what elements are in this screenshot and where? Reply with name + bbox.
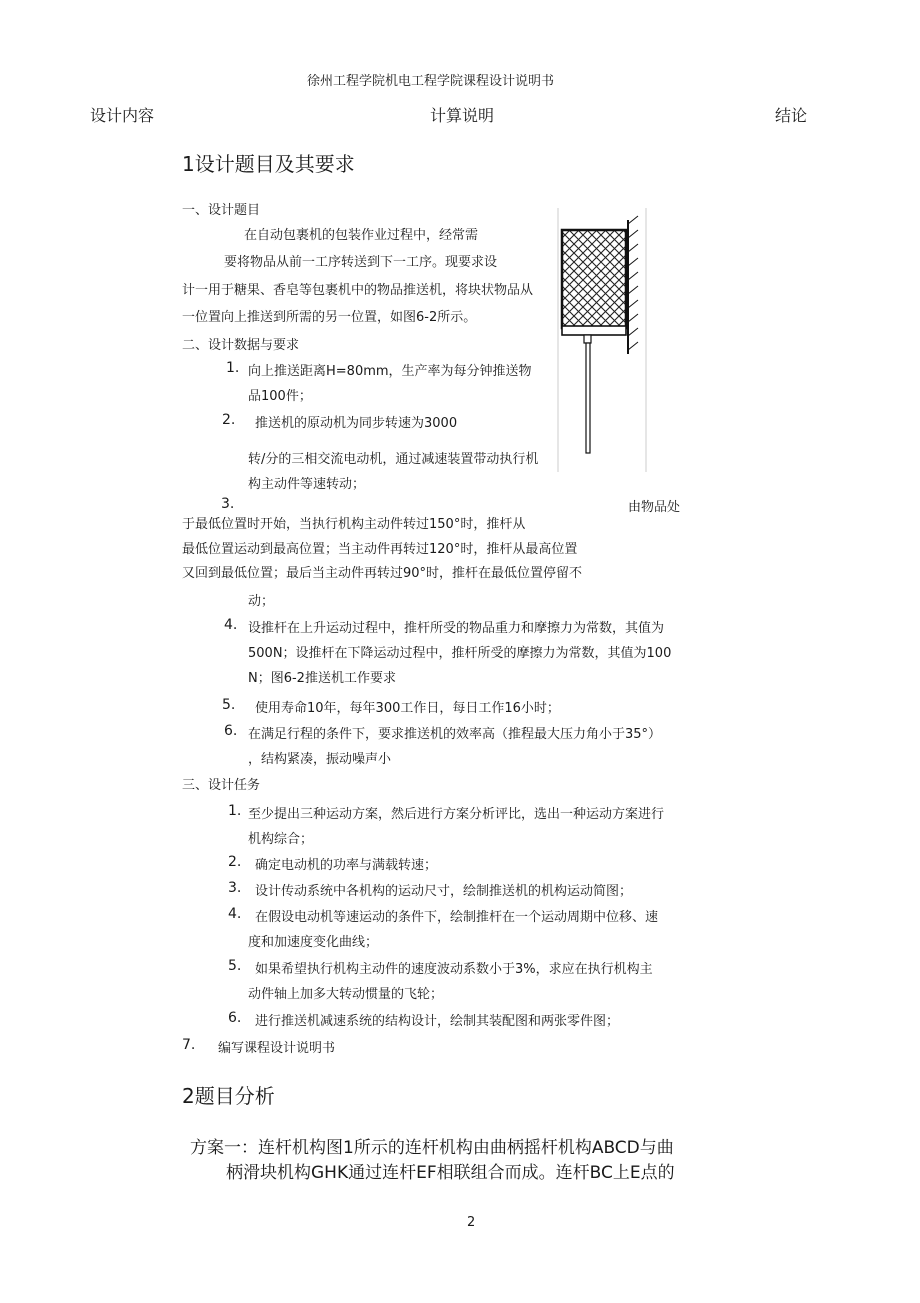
list-number: 7. <box>182 1037 196 1053</box>
scheme-paragraph-line: 方案一：连杆机构图1所示的连杆机构由曲柄摇杆机构ABCD与曲 <box>190 1138 674 1158</box>
task-line: 机构综合； <box>248 832 314 847</box>
requirement-line: ，结构紧凑，振动噪声小 <box>248 752 392 767</box>
page-header-title: 徐州工程学院机电工程学院课程设计说明书 <box>307 74 555 89</box>
task-line: 设计传动系统中各机构的运动尺寸，绘制推送机的机构运动简图； <box>255 884 633 899</box>
task-line: 确定电动机的功率与满载转速； <box>255 858 438 873</box>
requirement-line: 最低位置运动到最高位置；当主动件再转过120°时，推杆从最高位置 <box>182 542 578 557</box>
list-number: 5. <box>228 958 242 974</box>
list-number: 6. <box>224 723 238 739</box>
list-number: 5. <box>222 697 236 713</box>
requirement-line: N；图6-2推送机工作要求 <box>248 671 396 686</box>
requirement-line: 又回到最低位置；最后当主动件再转过90°时，推杆在最低位置停留不 <box>182 566 583 581</box>
task-line: 动件轴上加多大转动惯量的飞轮； <box>248 987 444 1002</box>
list-number: 4. <box>228 906 242 922</box>
requirement-line: 转/分的三相交流电动机，通过减速装置带动执行机 <box>248 452 539 467</box>
requirement-line: 在满足行程的条件下，要求推送机的效率高（推程最大压力角小于35°） <box>248 727 662 742</box>
list-number: 2. <box>228 854 242 870</box>
subheading-design-topic: 一、设计题目 <box>182 203 261 218</box>
list-number: 3. <box>221 496 235 512</box>
scheme-paragraph-line: 柄滑块机构GHK通过连杆EF相联组合而成。连杆BC上E点的 <box>226 1163 675 1183</box>
task-line: 在假设电动机等速运动的条件下，绘制推杆在一个运动周期中位移、速 <box>255 910 659 925</box>
list-number: 4. <box>224 617 238 633</box>
list-number: 6. <box>228 1010 242 1026</box>
list-number: 3. <box>228 880 242 896</box>
paragraph-line: 在自动包裹机的包装作业过程中，经常需 <box>244 228 479 243</box>
column-header-content: 设计内容 <box>90 106 155 125</box>
requirement-line: 推送机的原动机为同步转速为3000 <box>255 416 458 431</box>
section-2-heading: 2题目分析 <box>182 1084 275 1108</box>
requirement-line: 向上推送距离H=80mm，生产率为每分钟推送物 <box>248 364 532 379</box>
requirement-line: 使用寿命10年，每年300工作日，每日工作16小时； <box>255 701 560 716</box>
requirement-line: 由物品处 <box>628 500 681 515</box>
subheading-design-data: 二、设计数据与要求 <box>182 338 300 353</box>
paragraph-line: 要将物品从前一工序转送到下一工序。现要求设 <box>224 255 498 270</box>
column-header-calculation: 计算说明 <box>430 106 495 125</box>
task-line: 至少提出三种运动方案，然后进行方案分析评比，选出一种运动方案进行 <box>248 807 665 822</box>
task-line: 度和加速度变化曲线； <box>248 935 379 950</box>
list-number: 1. <box>226 360 240 376</box>
requirement-line: 品100件； <box>248 389 312 404</box>
task-line: 进行推送机减速系统的结构设计，绘制其装配图和两张零件图； <box>255 1014 620 1029</box>
list-number: 2. <box>222 412 236 428</box>
requirement-line: 设推杆在上升运动过程中，推杆所受的物品重力和摩擦力为常数，其值为 <box>248 621 665 636</box>
list-number: 1. <box>228 803 242 819</box>
page-number: 2 <box>467 1215 476 1230</box>
section-1-heading: 1设计题目及其要求 <box>182 152 355 176</box>
paragraph-line: 计一用于糖果、香皂等包裹机中的物品推送机，将块状物品从 <box>182 283 534 298</box>
paragraph-line: 一位置向上推送到所需的另一位置，如图6-2所示。 <box>182 310 477 325</box>
requirement-line: 500N；设推杆在下降运动过程中，推杆所受的摩擦力为常数，其值为100 <box>248 646 672 661</box>
requirement-line: 构主动件等速转动； <box>248 477 366 492</box>
subheading-design-tasks: 三、设计任务 <box>182 778 261 793</box>
column-header-conclusion: 结论 <box>775 106 808 125</box>
task-line: 编写课程设计说明书 <box>218 1041 336 1056</box>
requirement-line: 于最低位置时开始，当执行机构主动件转过150°时，推杆从 <box>182 517 526 532</box>
pusher-mechanism-figure <box>556 208 648 472</box>
requirement-line: 动； <box>248 594 275 609</box>
task-line: 如果希望执行机构主动件的速度波动系数小于3%，求应在执行机构主 <box>255 962 653 977</box>
